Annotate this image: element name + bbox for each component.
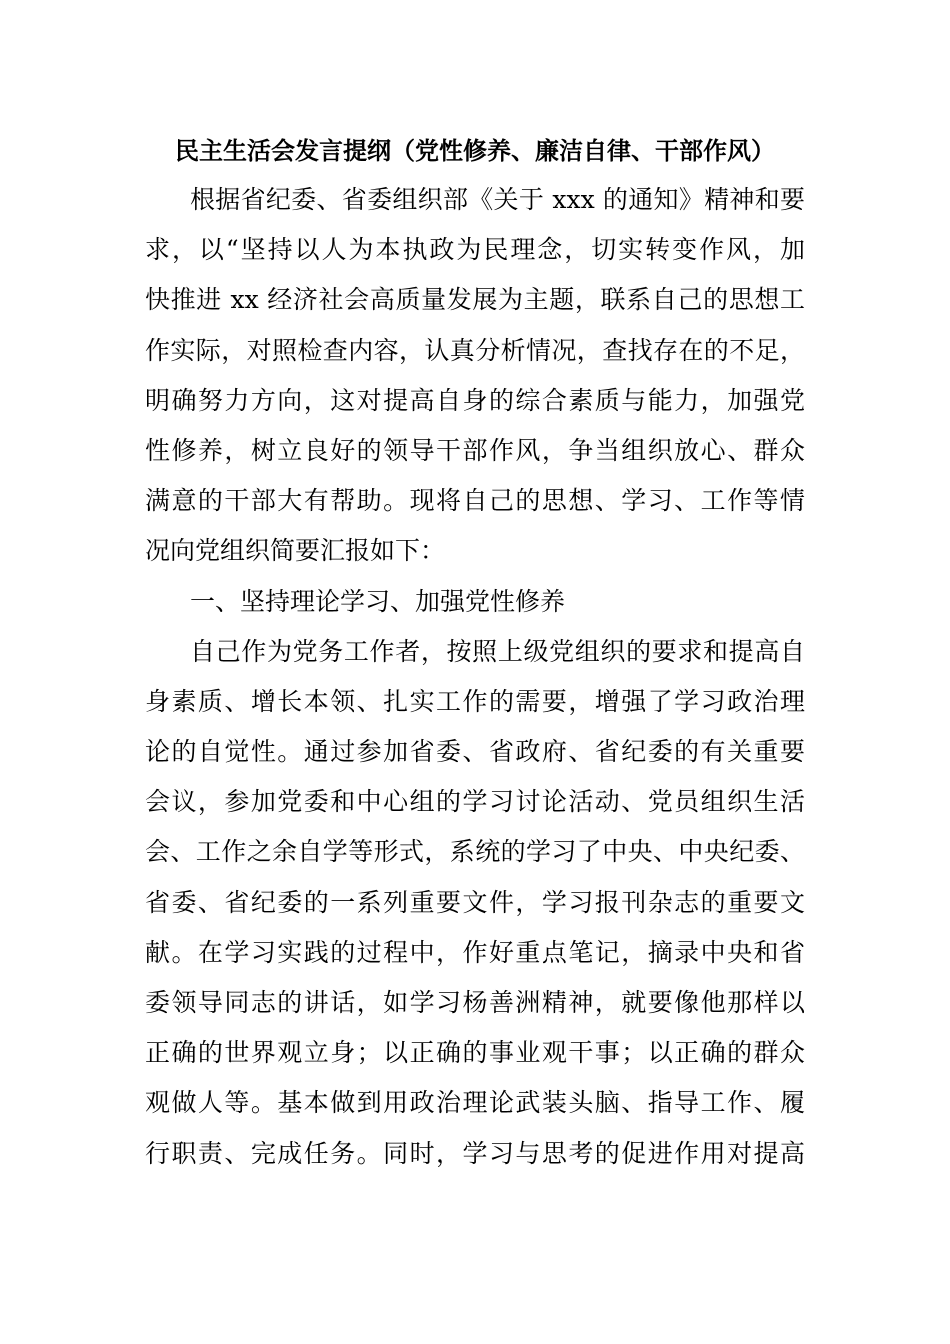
text-line: 根据省纪委、省委组织部《关于 xxx 的通知》精神和要 xyxy=(190,185,805,214)
text-line: 献。在学习实践的过程中，作好重点笔记，摘录中央和省 xyxy=(145,937,805,967)
text-line: 行职责、完成任务。同时，学习与思考的促进作用对提高 xyxy=(145,1138,805,1168)
text-line: 身素质、增长本领、扎实工作的需要，增强了学习政治理 xyxy=(145,686,805,716)
text-line: 性修养，树立良好的领导干部作风，争当组织放心、群众 xyxy=(145,435,805,465)
paragraph-study xyxy=(145,627,805,1179)
text-line: 作实际，对照检查内容，认真分析情况，查找存在的不足， xyxy=(145,335,805,365)
text-line: 满意的干部大有帮助。现将自己的思想、学习、工作等情 xyxy=(145,486,805,516)
text-line: 快推进 xx 经济社会高质量发展为主题，联系自己的思想工 xyxy=(145,285,805,315)
section-heading: 一、坚持理论学习、加强党性修养 xyxy=(190,586,566,616)
text-line: 求，以“坚持以人为本执政为民理念，切实转变作风，加 xyxy=(145,235,805,265)
document-title: 民主生活会发言提纲（党性修养、廉洁自律、干部作风） xyxy=(175,136,775,165)
text-line: 正确的世界观立身；以正确的事业观干事；以正确的群众 xyxy=(145,1038,805,1068)
paragraph-intro xyxy=(145,175,805,577)
text-line: 论的自觉性。通过参加省委、省政府、省纪委的有关重要 xyxy=(145,737,805,767)
text-line: 会议，参加党委和中心组的学习讨论活动、党员组织生活 xyxy=(145,787,805,817)
text-line: 省委、省纪委的一系列重要文件，学习报刊杂志的重要文 xyxy=(145,887,805,917)
document-body xyxy=(145,175,805,1179)
text-line: 明确努力方向，这对提高自身的综合素质与能力，加强党 xyxy=(145,385,805,415)
text-line: 会、工作之余自学等形式，系统的学习了中央、中央纪委、 xyxy=(145,837,805,867)
text-line: 况向党组织简要汇报如下： xyxy=(145,536,446,566)
text-line: 观做人等。基本做到用政治理论武装头脑、指导工作、履 xyxy=(145,1088,805,1118)
text-line: 委领导同志的讲话，如学习杨善洲精神，就要像他那样以 xyxy=(145,988,805,1017)
text-line: 自己作为党务工作者，按照上级党组织的要求和提高自 xyxy=(190,636,805,666)
